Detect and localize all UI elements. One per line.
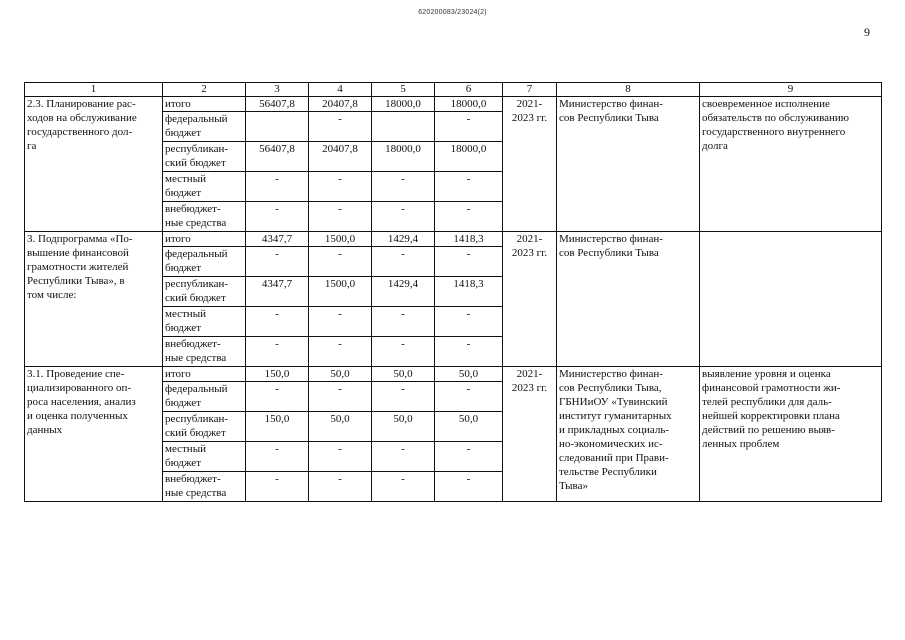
period-line: 2021-	[516, 98, 543, 110]
amount-total-cell: -	[246, 442, 309, 472]
activity-name-line: 3. Подпрограмма «По-	[27, 233, 133, 245]
executor-cell	[557, 97, 700, 232]
funding-source-cell	[163, 172, 246, 202]
amount-total-cell: 4347,7	[246, 277, 309, 307]
expected-result-line: своевременное исполнение	[702, 98, 830, 110]
amount-y2021-cell: 20407,8	[309, 97, 372, 112]
activity-name-line: вышение финансовой	[27, 247, 129, 259]
amount-y2021-cell: -	[309, 442, 372, 472]
activity-name-cell	[25, 97, 163, 232]
executor-line: и прикладных социаль-	[559, 424, 670, 436]
executor-line: сов Республики Тыва	[559, 247, 659, 259]
executor-line: Министерство финан-	[559, 368, 663, 380]
expected-result-cell	[700, 97, 882, 232]
period-line: 2023 гг.	[511, 382, 548, 394]
column-header: 2	[163, 83, 246, 97]
column-number-row	[25, 83, 882, 97]
expected-result-cell	[700, 367, 882, 502]
expected-result-line: обязательств по обслуживанию	[702, 112, 850, 124]
expected-result-line: финансовой грамотности жи-	[702, 382, 841, 394]
amount-total-cell	[246, 112, 309, 142]
funding-source-line: республикан-	[165, 143, 229, 155]
period-cell	[503, 367, 557, 502]
expected-result-line: нейшей корректировки плана	[702, 410, 840, 422]
period-cell	[503, 97, 557, 232]
expected-result-line: долга	[702, 140, 728, 152]
amount-total-cell: 56407,8	[246, 142, 309, 172]
funding-source-line: итого	[165, 368, 191, 380]
activity-name-line: грамотности жителей	[27, 261, 129, 273]
executor-line: тельстве Республики	[559, 466, 657, 478]
activity-name-line: 2.3. Планирование рас-	[27, 98, 136, 110]
expected-result-line: выявление уровня и оценка	[702, 368, 831, 380]
amount-total-cell: 150,0	[246, 367, 309, 382]
funding-source-line: внебюджет-	[165, 338, 221, 350]
funding-source-line: федеральный	[165, 248, 228, 260]
amount-y2022-cell: -	[372, 337, 435, 367]
expected-result-line: ленных проблем	[702, 438, 780, 450]
activity-name-cell	[25, 232, 163, 367]
funding-source-cell	[163, 307, 246, 337]
activity-name-line: циализированного оп-	[27, 382, 132, 394]
amount-y2021-cell: 1500,0	[309, 232, 372, 247]
funding-source-line: ные средства	[165, 487, 227, 499]
column-header: 8	[557, 83, 700, 97]
funding-source-line: бюджет	[165, 262, 201, 274]
funding-source-line: бюджет	[165, 457, 201, 469]
amount-y2023-cell: -	[435, 442, 503, 472]
funding-source-line: республикан-	[165, 413, 229, 425]
amount-y2021-cell: -	[309, 337, 372, 367]
expected-result-line: действий по решению выяв-	[702, 424, 835, 436]
amount-total-cell: 4347,7	[246, 232, 309, 247]
amount-y2022-cell: 50,0	[372, 412, 435, 442]
activity-name-line: ходов на обслуживание	[27, 112, 137, 124]
expected-result-line: государственного внутреннего	[702, 126, 846, 138]
funding-source-cell	[163, 142, 246, 172]
funding-source-line: республикан-	[165, 278, 229, 290]
amount-y2023-cell: 50,0	[435, 412, 503, 442]
amount-y2021-cell: -	[309, 202, 372, 232]
funding-source-line: местный	[165, 308, 206, 320]
amount-y2023-cell: -	[435, 337, 503, 367]
amount-total-cell: -	[246, 307, 309, 337]
funding-source-cell	[163, 472, 246, 502]
amount-y2022-cell: 1429,4	[372, 232, 435, 247]
amount-y2023-cell: -	[435, 307, 503, 337]
funding-source-cell	[163, 412, 246, 442]
page-number: 9	[864, 25, 870, 39]
amount-y2021-cell: -	[309, 472, 372, 502]
funding-source-line: ский бюджет	[165, 292, 226, 304]
table-body	[25, 97, 882, 502]
funding-source-cell	[163, 367, 246, 382]
funding-source-line: бюджет	[165, 397, 201, 409]
amount-y2022-cell: -	[372, 442, 435, 472]
amount-y2023-cell: -	[435, 382, 503, 412]
table-header	[25, 83, 882, 97]
executor-line: сов Республики Тыва,	[559, 382, 662, 394]
funding-source-cell	[163, 247, 246, 277]
period-line: 2023 гг.	[511, 247, 548, 259]
funding-source-line: ский бюджет	[165, 427, 226, 439]
amount-total-cell: -	[246, 202, 309, 232]
funding-source-cell	[163, 277, 246, 307]
funding-source-cell	[163, 337, 246, 367]
funding-source-cell	[163, 232, 246, 247]
amount-y2022-cell: -	[372, 307, 435, 337]
funding-source-line: внебюджет-	[165, 473, 221, 485]
funding-source-cell	[163, 112, 246, 142]
amount-y2023-cell: -	[435, 112, 503, 142]
amount-y2022-cell: 50,0	[372, 367, 435, 382]
amount-y2023-cell: 50,0	[435, 367, 503, 382]
amount-y2023-cell: -	[435, 202, 503, 232]
column-header: 3	[246, 83, 309, 97]
executor-line: следований при Прави-	[559, 452, 669, 464]
funding-source-line: ные средства	[165, 217, 227, 229]
amount-y2023-cell: 18000,0	[435, 142, 503, 172]
amount-y2022-cell: -	[372, 472, 435, 502]
amount-y2021-cell: 50,0	[309, 412, 372, 442]
amount-y2022-cell: 18000,0	[372, 97, 435, 112]
activity-name-line: данных	[27, 424, 63, 436]
amount-total-cell: 56407,8	[246, 97, 309, 112]
activity-name-cell	[25, 367, 163, 502]
funding-source-line: ский бюджет	[165, 157, 226, 169]
period-line: 2023 гг.	[511, 112, 548, 124]
amount-total-cell: 150,0	[246, 412, 309, 442]
funding-source-line: бюджет	[165, 127, 201, 139]
executor-line: Министерство финан-	[559, 98, 663, 110]
column-header: 9	[700, 83, 882, 97]
budget-table	[24, 82, 882, 502]
amount-y2021-cell: -	[309, 112, 372, 142]
executor-line: ГБНИиОУ «Тувинский	[559, 396, 668, 408]
amount-y2021-cell: 20407,8	[309, 142, 372, 172]
amount-y2023-cell: 1418,3	[435, 277, 503, 307]
amount-y2023-cell: -	[435, 472, 503, 502]
amount-y2021-cell: -	[309, 247, 372, 277]
amount-total-cell: -	[246, 172, 309, 202]
period-line: 2021-	[516, 368, 543, 380]
executor-cell	[557, 232, 700, 367]
amount-y2023-cell: -	[435, 247, 503, 277]
funding-source-line: итого	[165, 98, 191, 110]
funding-source-line: бюджет	[165, 322, 201, 334]
executor-cell	[557, 367, 700, 502]
executor-line: сов Республики Тыва	[559, 112, 659, 124]
funding-source-line: итого	[165, 233, 191, 245]
column-header: 6	[435, 83, 503, 97]
amount-y2022-cell: -	[372, 202, 435, 232]
activity-name-line: 3.1. Проведение спе-	[27, 368, 125, 380]
executor-line: но-экономических ис-	[559, 438, 663, 450]
amount-total-cell: -	[246, 472, 309, 502]
column-header: 5	[372, 83, 435, 97]
amount-y2022-cell: 1429,4	[372, 277, 435, 307]
amount-y2022-cell: -	[372, 172, 435, 202]
amount-y2023-cell: 18000,0	[435, 97, 503, 112]
amount-total-cell: -	[246, 382, 309, 412]
column-header: 4	[309, 83, 372, 97]
funding-source-cell	[163, 442, 246, 472]
activity-name-line: том числе:	[27, 289, 77, 301]
activity-name-line: роса населения, анализ	[27, 396, 136, 408]
funding-source-cell	[163, 97, 246, 112]
amount-y2022-cell: 18000,0	[372, 142, 435, 172]
column-header: 7	[503, 83, 557, 97]
amount-y2021-cell: 1500,0	[309, 277, 372, 307]
document-id: 620200083/23024(2)	[418, 9, 487, 16]
column-header: 1	[25, 83, 163, 97]
table-row	[25, 97, 882, 112]
amount-y2023-cell: -	[435, 172, 503, 202]
funding-source-line: федеральный	[165, 383, 228, 395]
activity-name-line: и оценка полученных	[27, 410, 128, 422]
executor-line: Министерство финан-	[559, 233, 663, 245]
amount-y2022-cell: -	[372, 247, 435, 277]
funding-source-line: местный	[165, 173, 206, 185]
table-row	[25, 367, 882, 382]
activity-name-line: государственного дол-	[27, 126, 133, 138]
amount-y2021-cell: -	[309, 382, 372, 412]
table-row	[25, 232, 882, 247]
funding-source-line: федеральный	[165, 113, 228, 125]
funding-source-line: бюджет	[165, 187, 201, 199]
expected-result-cell	[700, 232, 882, 367]
period-line: 2021-	[516, 233, 543, 245]
activity-name-line: Республики Тыва», в	[27, 275, 125, 287]
period-cell	[503, 232, 557, 367]
amount-total-cell: -	[246, 337, 309, 367]
amount-total-cell: -	[246, 247, 309, 277]
amount-y2021-cell: -	[309, 172, 372, 202]
amount-y2022-cell	[372, 112, 435, 142]
amount-y2021-cell: 50,0	[309, 367, 372, 382]
funding-source-line: местный	[165, 443, 206, 455]
funding-source-cell	[163, 382, 246, 412]
funding-source-cell	[163, 202, 246, 232]
executor-line: институт гуманитарных	[559, 410, 672, 422]
activity-name-line: га	[27, 140, 37, 152]
amount-y2023-cell: 1418,3	[435, 232, 503, 247]
amount-y2022-cell: -	[372, 382, 435, 412]
expected-result-line: телей республики для даль-	[702, 396, 832, 408]
funding-source-line: ные средства	[165, 352, 227, 364]
amount-y2021-cell: -	[309, 307, 372, 337]
executor-line: Тыва»	[559, 480, 588, 492]
funding-source-line: внебюджет-	[165, 203, 221, 215]
